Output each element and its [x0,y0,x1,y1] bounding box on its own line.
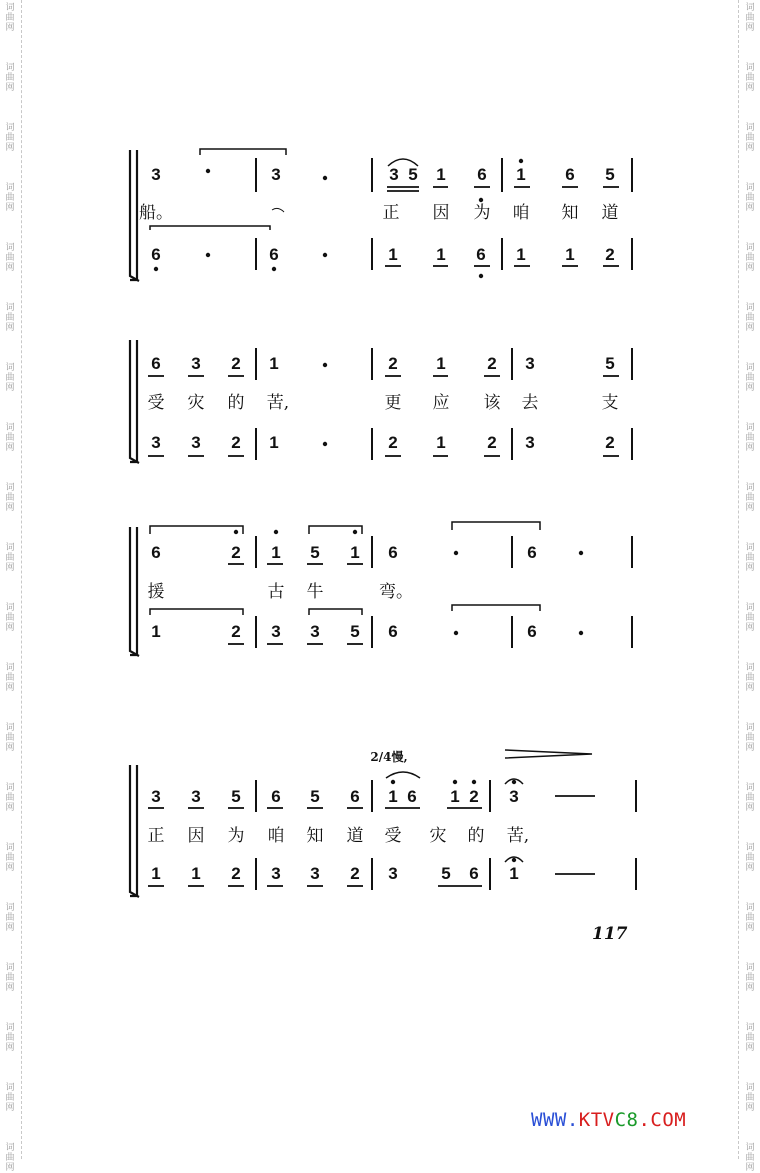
melody-note: 5 [231,787,241,806]
watermark-text: 词 曲 网 [5,363,15,393]
tie [150,526,243,534]
melody-note: 1 [269,354,279,373]
watermark-text: 词 曲 网 [745,663,755,693]
tie [452,605,540,611]
melody-note: 2 [487,354,497,373]
melody-note: 6 [527,543,537,562]
melody-note: 5 [408,165,418,184]
bass-note: 2 [231,622,241,641]
watermark-text: 词 曲 网 [745,303,755,333]
lyric: 苦, [506,826,530,846]
melody-note: 3 [151,165,161,184]
bass-note: 6 [527,622,537,641]
bass-note: 5 [350,622,360,641]
lyric: 因 [187,826,205,846]
melody-note: 3 [191,787,201,806]
watermark-text: 词 曲 网 [745,3,755,33]
watermark-text: 词 曲 网 [5,243,15,273]
bass-note: 1 [151,864,161,883]
watermark-text: 词 曲 网 [5,903,15,933]
watermark-text: 词 曲 网 [5,663,15,693]
watermark-text: 词 曲 网 [5,723,15,753]
lyric: 因 [432,203,450,223]
lyric: 弯。 [379,582,413,602]
lyric: 灾 [187,393,205,413]
bass-note: 1 [565,245,575,264]
watermark-text: 词 曲 网 [5,603,15,633]
bass-note: 2 [605,245,615,264]
site-url[interactable] [531,1109,686,1131]
bass-note: 6 [476,245,486,264]
bass-note: 1 [269,433,279,452]
melody-note: 3 [271,165,281,184]
lyric: 受 [384,826,402,846]
site-prefix: WWW. [531,1109,579,1131]
melody-note: 5 [605,165,615,184]
lyric: 咱 [512,203,530,223]
melody-note: 3 [509,787,519,806]
watermark-text: 词 曲 网 [5,963,15,993]
melody-note: 6 [271,787,281,806]
melody-note: 1 [350,543,360,562]
watermark-text: 词 曲 网 [745,123,755,153]
watermark-text: 词 曲 网 [5,783,15,813]
watermark-text: 词 曲 网 [5,123,15,153]
page-number: 117 [592,924,628,944]
melody-note: 1 [388,787,398,806]
lyric: 援 [147,582,165,602]
melody-note: 1 [450,787,460,806]
melody-note: 6 [565,165,575,184]
melody-note: 3 [389,165,399,184]
bass-note: 6 [151,245,161,264]
watermark-text: 词 曲 网 [745,903,755,933]
tie [150,609,243,615]
bass-note: 1 [516,245,526,264]
bass-note: 3 [151,433,161,452]
bass-note: 3 [271,864,281,883]
lyric: 知 [561,203,579,223]
site-c8: C8 [614,1109,639,1131]
site-suffix: .COM [638,1109,687,1131]
bass-note: 3 [271,622,281,641]
tempo-mark: 2/4慢, [370,750,408,764]
watermark-text: 词 曲 网 [745,1023,755,1053]
bass-note: 5 [441,864,451,883]
tie [200,149,286,155]
tie [452,522,540,530]
lyric: 知 [306,826,324,846]
watermark-text: 词 曲 网 [5,1143,15,1173]
lyric: 正 [382,203,400,223]
tie [150,226,270,230]
lyric: 道 [346,826,364,846]
lyric: 去 [521,393,539,413]
bass-note: 3 [310,864,320,883]
melody-note: 1 [436,354,446,373]
lyric: 的 [227,393,245,413]
watermark-text: 词 曲 网 [5,1023,15,1053]
melody-note: 3 [151,787,161,806]
melody-note: 1 [516,165,526,184]
site-ktv: KTV [578,1109,615,1131]
watermark-text: 词 曲 网 [5,1083,15,1113]
bass-note: 6 [388,622,398,641]
watermark-text: 词 曲 网 [5,423,15,453]
melody-note: 5 [310,543,320,562]
bass-note: 6 [469,864,479,883]
bass-note: 1 [509,864,519,883]
bass-note: 2 [231,864,241,883]
watermark-text: 词 曲 网 [5,483,15,513]
lyric: 灾 [429,826,447,846]
bass-note: 1 [436,433,446,452]
melody-note: 6 [388,543,398,562]
watermark-text: 词 曲 网 [5,303,15,333]
brace [130,150,139,281]
watermark-text: 词 曲 网 [745,363,755,393]
watermark-text: 词 曲 网 [745,843,755,873]
bass-note: 3 [310,622,320,641]
watermark-text: 词 曲 网 [745,963,755,993]
lyric: 该 [483,393,501,413]
lyric: 道 [601,203,619,223]
watermark-text: 词 曲 网 [5,543,15,573]
tie [309,609,362,615]
watermark-text: 词 曲 网 [745,483,755,513]
melody-note: 2 [388,354,398,373]
melody-note: 6 [151,354,161,373]
lyric: 正 [147,826,165,846]
melody-note: 2 [469,787,479,806]
lyric: 支 [601,393,619,413]
watermark-text: 词 曲 网 [745,423,755,453]
watermark-text: 词 曲 网 [5,3,15,33]
bass-note: 3 [388,864,398,883]
watermark-text: 词 曲 网 [5,63,15,93]
bass-note: 1 [191,864,201,883]
melody-note: 6 [407,787,417,806]
lyric: 船。 [139,203,173,223]
decrescendo [505,750,592,758]
lyric: 牛 [306,582,324,602]
bass-note: 2 [231,433,241,452]
watermark-text: 词 曲 网 [745,543,755,573]
watermark-text: 词 曲 网 [745,723,755,753]
watermark-text: 词 曲 网 [745,63,755,93]
bass-note: 2 [350,864,360,883]
brace [130,527,139,656]
bass-note: 3 [191,433,201,452]
watermark-text: 词 曲 网 [745,183,755,213]
melody-note: 5 [310,787,320,806]
lyric: 苦, [266,393,290,413]
lyric: 更 [384,393,402,413]
watermark-text: 词 曲 网 [745,1083,755,1113]
watermark-text: 词 曲 网 [745,1143,755,1173]
melody-note: 6 [350,787,360,806]
melody-note: 6 [151,543,161,562]
bass-note: 2 [605,433,615,452]
watermark-text: 词 曲 网 [745,243,755,273]
melody-note: 2 [231,354,241,373]
lyric: 为 [227,826,245,846]
bass-note: 1 [436,245,446,264]
melody-note: 1 [436,165,446,184]
melody-note: 5 [605,354,615,373]
watermark-text: 词 曲 网 [745,603,755,633]
melody-note: 3 [525,354,535,373]
bass-note: 3 [525,433,535,452]
lyric: 为 [473,203,491,223]
brace [130,340,139,463]
tie [386,772,420,778]
lyric: 的 [467,826,485,846]
melody-note: 6 [477,165,487,184]
bass-note: 6 [269,245,279,264]
watermark-text: 词 曲 网 [5,183,15,213]
lyric: 应 [432,393,450,413]
melody-note: 2 [231,543,241,562]
bass-note: 1 [388,245,398,264]
lyric: 咱 [267,826,285,846]
watermark-text: 词 曲 网 [745,783,755,813]
bass-note: 1 [151,622,161,641]
lyric: 受 [147,393,165,413]
bass-note: 2 [487,433,497,452]
melody-note: 1 [271,543,281,562]
bass-note: 2 [388,433,398,452]
lyric: 古 [267,582,285,602]
melody-note: 3 [191,354,201,373]
brace [130,765,139,897]
watermark-text: 词 曲 网 [5,843,15,873]
